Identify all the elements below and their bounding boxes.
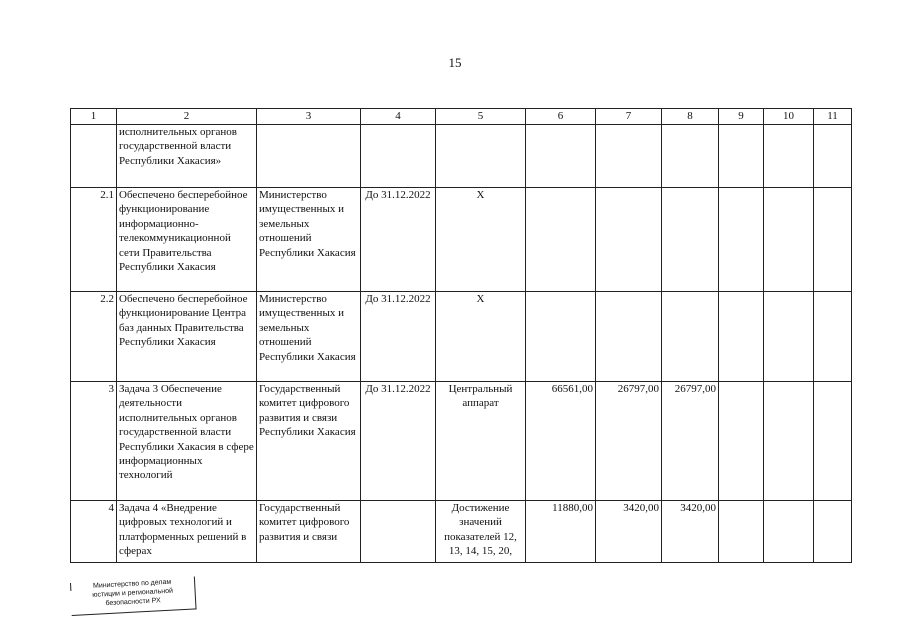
empty-cell <box>814 292 852 382</box>
empty-cell <box>764 501 814 563</box>
indicator: Центральный аппарат <box>436 382 526 501</box>
empty-cell <box>814 125 852 188</box>
deadline: До 31.12.2022 <box>361 292 436 382</box>
table-row <box>71 501 852 563</box>
empty-cell <box>719 125 764 188</box>
empty-cell <box>814 188 852 292</box>
deadline <box>361 501 436 563</box>
column-header: 10 <box>764 109 814 125</box>
deadline <box>361 125 436 188</box>
value-cell: 66561,00 <box>526 382 596 501</box>
column-header: 2 <box>117 109 257 125</box>
indicator <box>436 125 526 188</box>
empty-cell <box>764 382 814 501</box>
empty-cell <box>764 292 814 382</box>
empty-cell <box>814 382 852 501</box>
value-cell <box>596 188 662 292</box>
empty-cell <box>764 125 814 188</box>
empty-cell <box>719 188 764 292</box>
task-name: Задача 3 Обеспечение деятельности исполнительных органов государственной власти Республики Хакасия в сфере информационных технологий <box>117 382 257 501</box>
column-header: 5 <box>436 109 526 125</box>
value-cell <box>596 292 662 382</box>
table-row <box>71 382 852 501</box>
stamp-line: Министерство по делам <box>92 578 172 590</box>
header-row <box>71 109 852 125</box>
value-cell <box>526 292 596 382</box>
column-header: 1 <box>71 109 117 125</box>
column-header: 9 <box>719 109 764 125</box>
indicator: Х <box>436 292 526 382</box>
indicator: Х <box>436 188 526 292</box>
value-cell <box>662 292 719 382</box>
column-header: 11 <box>814 109 852 125</box>
column-header: 8 <box>662 109 719 125</box>
ministry-stamp <box>70 576 197 615</box>
executor: Министерство имущественных и земельных отношений Республики Хакасия <box>257 292 361 382</box>
row-number: 2.2 <box>71 292 117 382</box>
task-name: исполнительных органов государственной власти Республики Хакасия» <box>117 125 257 188</box>
executor: Государственный комитет цифрового развития и связи <box>257 501 361 563</box>
value-cell: 11880,00 <box>526 501 596 563</box>
task-name: Обеспечено бесперебойное функционирование Центра баз данных Правительства Республики Хакасия <box>117 292 257 382</box>
column-header: 3 <box>257 109 361 125</box>
value-cell <box>526 125 596 188</box>
row-number: 3 <box>71 382 117 501</box>
table-row <box>71 125 852 188</box>
row-number: 2.1 <box>71 188 117 292</box>
value-cell: 3420,00 <box>596 501 662 563</box>
value-cell <box>596 125 662 188</box>
task-name: Обеспечено бесперебойное функционирование информационно-телекоммуникационной сети Правительства Республики Хакасия <box>117 188 257 292</box>
value-cell <box>662 125 719 188</box>
executor <box>257 125 361 188</box>
stamp-line: юстиции и региональной <box>92 587 174 599</box>
empty-cell <box>719 382 764 501</box>
value-cell: 26797,00 <box>662 382 719 501</box>
value-cell: 3420,00 <box>662 501 719 563</box>
column-header: 4 <box>361 109 436 125</box>
executor: Министерство имущественных и земельных отношений Республики Хакасия <box>257 188 361 292</box>
table-row <box>71 188 852 292</box>
empty-cell <box>814 501 852 563</box>
empty-cell <box>719 501 764 563</box>
deadline: До 31.12.2022 <box>361 188 436 292</box>
deadline: До 31.12.2022 <box>361 382 436 501</box>
program-table <box>70 108 852 563</box>
executor: Государственный комитет цифрового развития и связи Республики Хакасия <box>257 382 361 501</box>
value-cell <box>662 188 719 292</box>
column-header: 6 <box>526 109 596 125</box>
stamp-line: безопасности РХ <box>105 597 161 608</box>
empty-cell <box>719 292 764 382</box>
row-number <box>71 125 117 188</box>
page-number: 15 <box>448 55 462 70</box>
empty-cell <box>764 188 814 292</box>
value-cell: 26797,00 <box>596 382 662 501</box>
task-name: Задача 4 «Внедрение цифровых технологий и платформенных решений в сферах <box>117 501 257 563</box>
row-number: 4 <box>71 501 117 563</box>
column-header: 7 <box>596 109 662 125</box>
indicator: Достижение значений показателей 12, 13, 14, 15, 20, <box>436 501 526 563</box>
table-row <box>71 292 852 382</box>
value-cell <box>526 188 596 292</box>
